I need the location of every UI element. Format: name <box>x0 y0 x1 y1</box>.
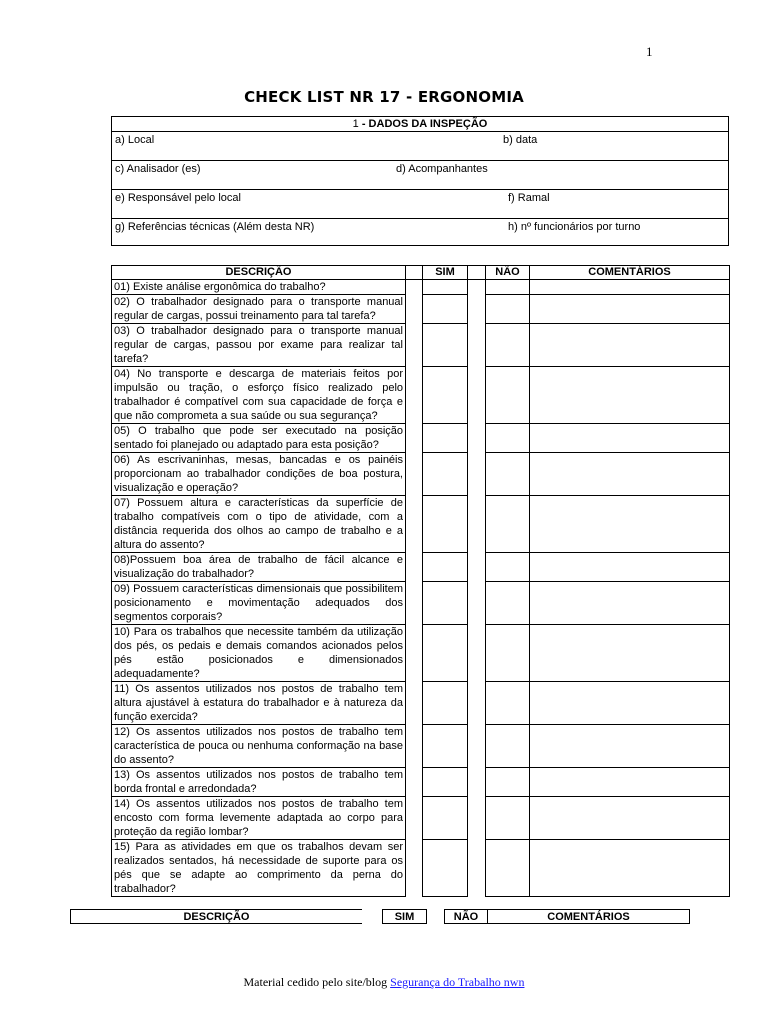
header2-nao: NÃO <box>444 909 488 923</box>
question-text: 02) O trabalhador designado para o transporte manual regular de cargas, possui treinamento para tal tarefa? <box>112 295 406 324</box>
row-gap <box>406 496 423 553</box>
checklist-row <box>112 582 730 625</box>
row-gap <box>468 768 486 797</box>
field-analisador[interactable]: c) Analisador (es) <box>115 163 201 175</box>
answer-sim-cell[interactable] <box>423 453 468 496</box>
header-sim: SIM <box>423 266 468 280</box>
inspection-row-responsavel <box>112 190 728 219</box>
answer-nao-cell[interactable] <box>486 496 530 553</box>
row-gap <box>468 496 486 553</box>
inspection-heading-text: - DADOS DA INSPEÇÃO <box>358 118 488 130</box>
checklist-header-row <box>112 266 730 280</box>
question-text: 10) Para os trabalhos que necessite também da utilização dos pés, os pedais e demais comandos acionados pelos pés estão posicionados e dimensionados adequadamente? <box>112 625 406 682</box>
footer-text: Material cedido pelo site/blog <box>243 975 391 989</box>
answer-nao-cell[interactable] <box>486 682 530 725</box>
header2-sim: SIM <box>382 909 427 923</box>
question-text: 01) Existe análise ergonômica do trabalho? <box>112 280 406 295</box>
comment-cell[interactable] <box>530 324 730 367</box>
answer-nao-cell[interactable] <box>486 725 530 768</box>
header2-descricao: DESCRIÇÃO <box>70 909 362 923</box>
inspection-row-referencias <box>112 219 728 248</box>
comment-cell[interactable] <box>530 797 730 840</box>
row-gap <box>468 453 486 496</box>
checklist-row <box>112 682 730 725</box>
answer-sim-cell[interactable] <box>423 797 468 840</box>
comment-cell[interactable] <box>530 840 730 897</box>
question-text: 07) Possuem altura e características da superfície de trabalho compatíveis com o tipo de atividade, com a distância requerida dos olhos ao campo de trabalho e a altura do assento? <box>112 496 406 553</box>
checklist-row <box>112 797 730 840</box>
answer-nao-cell[interactable] <box>486 295 530 324</box>
header-gap <box>406 266 423 280</box>
row-gap <box>406 625 423 682</box>
row-gap <box>468 324 486 367</box>
checklist-row <box>112 295 730 324</box>
comment-cell[interactable] <box>530 280 730 295</box>
row-gap <box>468 582 486 625</box>
answer-nao-cell[interactable] <box>486 367 530 424</box>
field-ramal[interactable]: f) Ramal <box>508 192 550 204</box>
field-referencias[interactable]: g) Referências técnicas (Além desta NR) <box>115 221 315 233</box>
question-text: 09) Possuem características dimensionais que possibilitem posicionamento e movimentação adequados dos segmentos corporais? <box>112 582 406 625</box>
row-gap <box>406 582 423 625</box>
checklist-row <box>112 453 730 496</box>
row-gap <box>468 553 486 582</box>
question-text: 04) No transporte e descarga de materiais feitos por impulsão ou tração, o esforço físico realizado pelo trabalhador é compatível com sua capacidade de força e que não comprometa a sua saúde ou sua segurança? <box>112 367 406 424</box>
row-gap <box>406 840 423 897</box>
row-gap <box>406 453 423 496</box>
answer-nao-cell[interactable] <box>486 625 530 682</box>
comment-cell[interactable] <box>530 725 730 768</box>
header-nao: NÃO <box>486 266 530 280</box>
answer-sim-cell[interactable] <box>423 324 468 367</box>
checklist-row <box>112 280 730 295</box>
footer-link[interactable]: Segurança do Trabalho nwn <box>390 975 525 989</box>
row-gap <box>406 682 423 725</box>
question-text: 13) Os assentos utilizados nos postos de trabalho tem borda frontal e arredondada? <box>112 768 406 797</box>
header2-comentarios: COMENTÁRIOS <box>488 909 690 923</box>
inspection-heading <box>112 117 728 132</box>
answer-nao-cell[interactable] <box>486 840 530 897</box>
answer-sim-cell[interactable] <box>423 625 468 682</box>
field-local[interactable]: a) Local <box>115 134 155 146</box>
answer-sim-cell[interactable] <box>423 424 468 453</box>
row-gap <box>406 280 423 295</box>
answer-sim-cell[interactable] <box>423 840 468 897</box>
footer <box>0 975 768 990</box>
comment-cell[interactable] <box>530 682 730 725</box>
question-text: 06) As escrivaninhas, mesas, bancadas e os painéis proporcionam ao trabalhador condições de boa postura, visualização e operação? <box>112 453 406 496</box>
inspection-data-box <box>111 116 729 246</box>
header-gap <box>468 266 486 280</box>
row-gap <box>406 367 423 424</box>
page-title: CHECK LIST NR 17 - ERGONOMIA <box>244 88 524 106</box>
row-gap <box>406 768 423 797</box>
answer-nao-cell[interactable] <box>486 768 530 797</box>
answer-sim-cell[interactable] <box>423 682 468 725</box>
comment-cell[interactable] <box>530 553 730 582</box>
header-descricao: DESCRIÇÃO <box>112 266 406 280</box>
second-header-strip <box>70 909 691 923</box>
comment-cell[interactable] <box>530 768 730 797</box>
question-text: 03) O trabalhador designado para o transporte manual regular de cargas, passou por exame para realizar tal tarefa? <box>112 324 406 367</box>
answer-sim-cell[interactable] <box>423 582 468 625</box>
field-funcionarios[interactable]: h) nº funcionários por turno <box>508 221 641 233</box>
answer-sim-cell[interactable] <box>423 367 468 424</box>
row-gap <box>468 682 486 725</box>
comment-cell[interactable] <box>530 625 730 682</box>
row-gap <box>468 840 486 897</box>
answer-nao-cell[interactable] <box>486 424 530 453</box>
checklist-row <box>112 725 730 768</box>
checklist-row <box>112 424 730 453</box>
answer-sim-cell[interactable] <box>423 768 468 797</box>
comment-cell[interactable] <box>530 582 730 625</box>
comment-cell[interactable] <box>530 295 730 324</box>
row-gap <box>468 280 486 295</box>
question-text: 12) Os assentos utilizados nos postos de trabalho tem característica de pouca ou nenhuma conformação na base do assento? <box>112 725 406 768</box>
answer-nao-cell[interactable] <box>486 797 530 840</box>
row-gap <box>406 725 423 768</box>
field-responsavel[interactable]: e) Responsável pelo local <box>115 192 241 204</box>
answer-sim-cell[interactable] <box>423 496 468 553</box>
checklist-row <box>112 840 730 897</box>
comment-cell[interactable] <box>530 453 730 496</box>
question-text: 14) Os assentos utilizados nos postos de trabalho tem encosto com forma levemente adaptada ao corpo para proteção da região lombar? <box>112 797 406 840</box>
row-gap <box>468 367 486 424</box>
row-gap <box>468 797 486 840</box>
question-text: 11) Os assentos utilizados nos postos de trabalho tem altura ajustável à estatura do trabalhador e à natureza da função exercida? <box>112 682 406 725</box>
page-number: 1 <box>646 44 653 59</box>
checklist-table <box>111 265 730 897</box>
row-gap <box>468 725 486 768</box>
header-comentarios: COMENTÁRIOS <box>530 266 730 280</box>
answer-nao-cell[interactable] <box>486 553 530 582</box>
checklist-body <box>112 280 730 897</box>
answer-sim-cell[interactable] <box>423 553 468 582</box>
question-text: 08)Possuem boa área de trabalho de fácil alcance e visualização do trabalhador? <box>112 553 406 582</box>
row-gap <box>468 625 486 682</box>
answer-sim-cell[interactable] <box>423 280 468 295</box>
answer-sim-cell[interactable] <box>423 295 468 324</box>
row-gap <box>406 324 423 367</box>
row-gap <box>406 295 423 324</box>
row-gap <box>468 424 486 453</box>
question-text: 05) O trabalho que pode ser executado na posição sentado foi planejado ou adaptado para esta posição? <box>112 424 406 453</box>
checklist-row <box>112 625 730 682</box>
question-text: 15) Para as atividades em que os trabalhos devam ser realizados sentados, há necessidade de suporte para os pés que se adapte ao comprimento da perna do trabalhador? <box>112 840 406 897</box>
answer-nao-cell[interactable] <box>486 453 530 496</box>
checklist-row <box>112 768 730 797</box>
answer-nao-cell[interactable] <box>486 280 530 295</box>
inspection-row-analisador <box>112 161 728 190</box>
inspection-heading-number: 1 <box>352 118 359 130</box>
row-gap <box>468 295 486 324</box>
answer-nao-cell[interactable] <box>486 582 530 625</box>
comment-cell[interactable] <box>530 367 730 424</box>
row-gap <box>406 797 423 840</box>
comment-cell[interactable] <box>530 496 730 553</box>
field-acompanhantes[interactable]: d) Acompanhantes <box>396 163 488 175</box>
checklist-row <box>112 496 730 553</box>
answer-nao-cell[interactable] <box>486 324 530 367</box>
row-gap <box>406 553 423 582</box>
checklist-row <box>112 367 730 424</box>
field-data[interactable]: b) data <box>503 134 538 146</box>
checklist-row <box>112 553 730 582</box>
answer-sim-cell[interactable] <box>423 725 468 768</box>
inspection-row-local <box>112 132 728 161</box>
row-gap <box>406 424 423 453</box>
comment-cell[interactable] <box>530 424 730 453</box>
checklist-row <box>112 324 730 367</box>
